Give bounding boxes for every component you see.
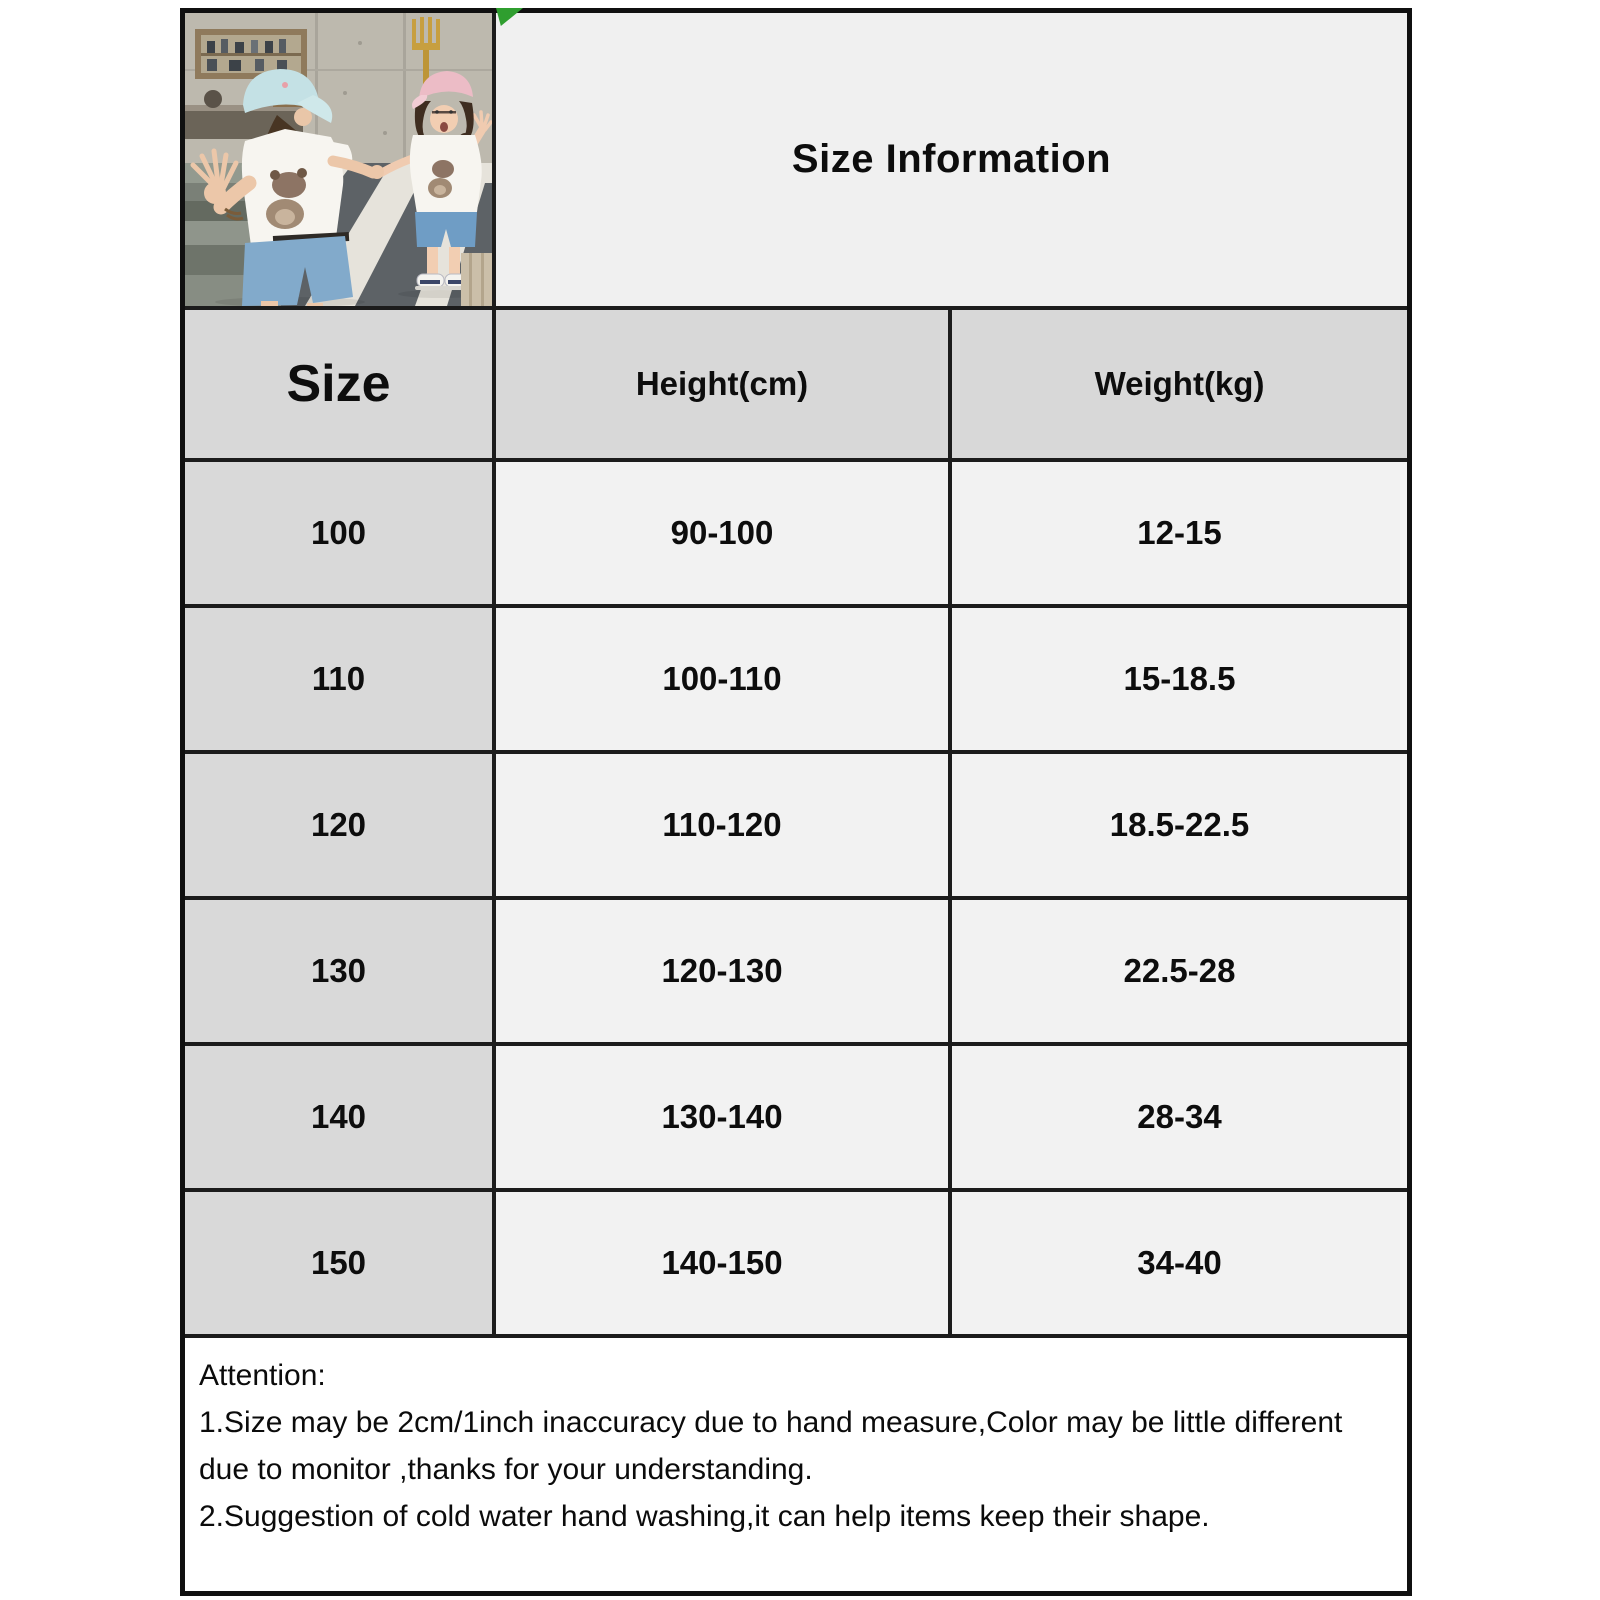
table-row bbox=[185, 462, 1407, 608]
header-size: Size bbox=[185, 310, 496, 458]
size-value: 120 bbox=[185, 754, 496, 896]
product-photo bbox=[185, 13, 492, 306]
table-header-row bbox=[185, 310, 1407, 462]
table-row bbox=[185, 1192, 1407, 1338]
size-value: 130 bbox=[185, 900, 496, 1042]
weight-value: 12-15 bbox=[952, 462, 1407, 604]
height-value: 90-100 bbox=[496, 462, 952, 604]
table-row bbox=[185, 608, 1407, 754]
page-title: Size Information bbox=[791, 137, 1112, 181]
size-value: 140 bbox=[185, 1046, 496, 1188]
held-hands bbox=[370, 165, 384, 179]
size-value: 110 bbox=[185, 608, 496, 750]
weight-value: 22.5-28 bbox=[952, 900, 1407, 1042]
title-cell bbox=[496, 13, 1407, 306]
weight-value: 28-34 bbox=[952, 1046, 1407, 1188]
attention-heading: Attention: bbox=[199, 1359, 326, 1392]
header-weight: Weight(kg) bbox=[1094, 365, 1265, 402]
height-value: 130-140 bbox=[496, 1046, 952, 1188]
table-row bbox=[185, 754, 1407, 900]
height-value: 140-150 bbox=[496, 1192, 952, 1334]
attention-section bbox=[185, 1338, 1407, 1550]
table-row bbox=[185, 900, 1407, 1046]
attention-note-2: 2.Suggestion of cold water hand washing,it can help items keep their shape. bbox=[199, 1500, 1210, 1533]
size-value: 150 bbox=[185, 1192, 496, 1334]
size-chart-sheet bbox=[180, 8, 1412, 1596]
wood-bench bbox=[461, 253, 492, 306]
height-value: 110-120 bbox=[496, 754, 952, 896]
attention-note-1: 1.Size may be 2cm/1inch inaccuracy due to hand measure,Color may be little different due to monitor ,thanks for your understanding. bbox=[199, 1406, 1343, 1486]
size-value: 100 bbox=[185, 462, 496, 604]
height-value: 120-130 bbox=[496, 900, 952, 1042]
title-row bbox=[185, 13, 1407, 310]
corner-marker-triangle bbox=[496, 8, 523, 26]
header-height: Height(cm) bbox=[496, 310, 952, 458]
table-row bbox=[185, 1046, 1407, 1192]
product-photo-cell bbox=[185, 13, 496, 306]
weight-value: 18.5-22.5 bbox=[952, 754, 1407, 896]
height-value: 100-110 bbox=[496, 608, 952, 750]
weight-value: 34-40 bbox=[952, 1192, 1407, 1334]
weight-value: 15-18.5 bbox=[952, 608, 1407, 750]
